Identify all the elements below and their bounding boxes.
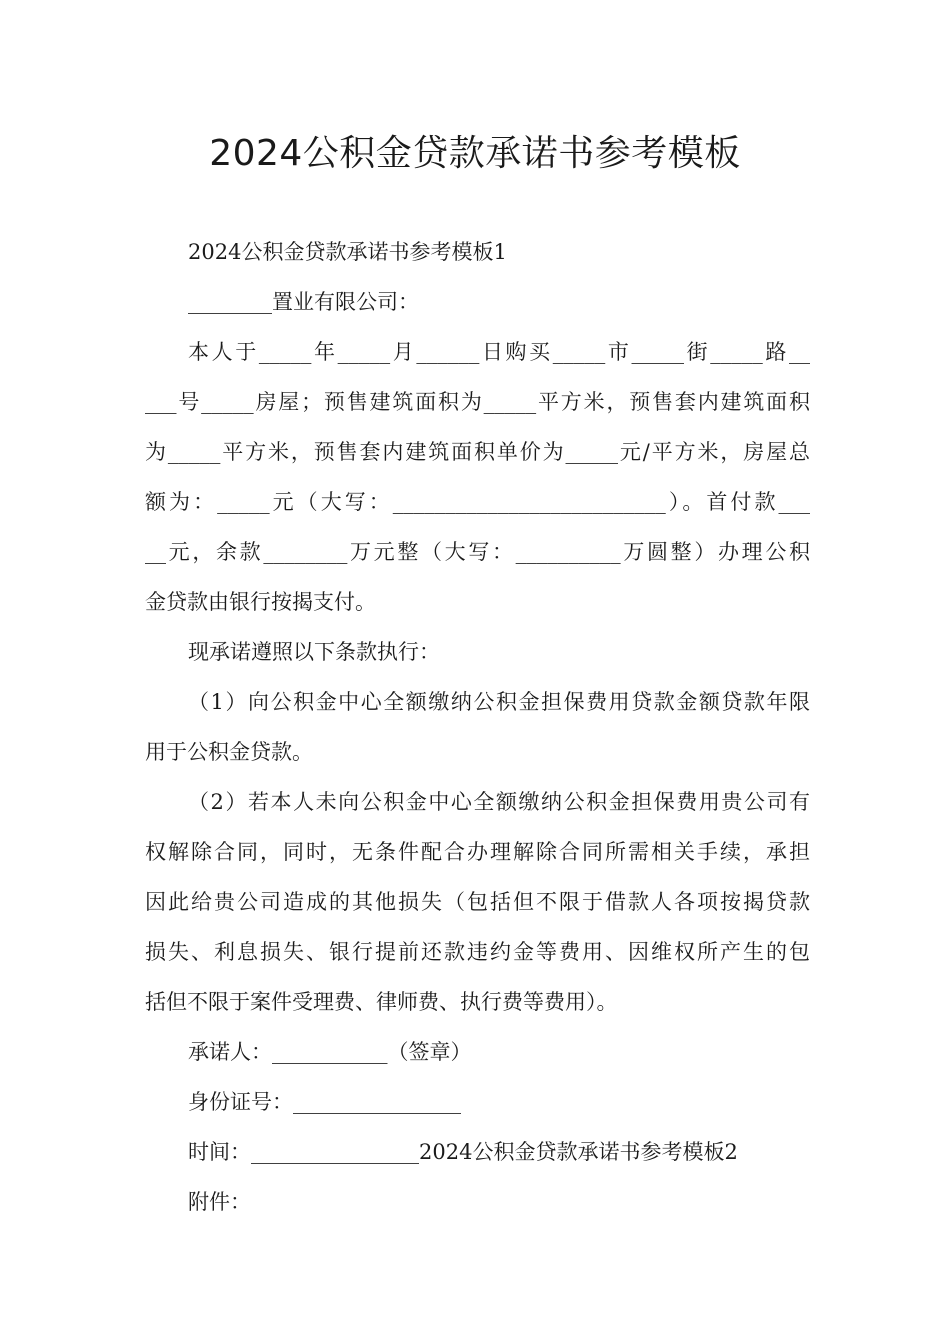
template-1-heading: 2024公积金贷款承诺书参考模板1 [188, 240, 507, 264]
clause-2-line-2: 权解除合同，同时，无条件配合办理解除合同所需相关手续，承担 [145, 840, 810, 864]
purchase-paragraph-line-2: ___号_____房屋；预售建筑面积为_____平方米，预售套内建筑面积 [145, 390, 810, 414]
clause-1-line-2: 用于公积金贷款。 [145, 740, 313, 764]
purchase-paragraph-line-5: __元，余款________万元整（大写：__________万圆整）办理公积 [145, 540, 810, 564]
promisor-signature-line: 承诺人：___________（签章） [188, 1040, 472, 1064]
addressee-line: ________置业有限公司： [188, 290, 419, 314]
time-line-and-template-2-heading: 时间：________________2024公积金贷款承诺书参考模板2 [188, 1140, 738, 1164]
id-number-line: 身份证号：________________ [188, 1090, 461, 1114]
document-title: 2024公积金贷款承诺书参考模板 [209, 133, 741, 174]
clause-2-line-3: 因此给贵公司造成的其他损失（包括但不限于借款人各项按揭贷款 [145, 890, 810, 914]
clause-2-line-1: （2）若本人未向公积金中心全额缴纳公积金担保费用贵公司有 [188, 790, 810, 814]
clause-2-line-5: 括但不限于案件受理费、律师费、执行费等费用）。 [145, 990, 618, 1014]
commitment-intro: 现承诺遵照以下条款执行： [188, 640, 440, 664]
clause-2-line-4: 损失、利息损失、银行提前还款违约金等费用、因维权所产生的包 [145, 940, 810, 964]
clause-1-line-1: （1）向公积金中心全额缴纳公积金担保费用贷款金额贷款年限 [188, 690, 810, 714]
attachment-label: 附件： [188, 1190, 251, 1214]
purchase-paragraph-line-1: 本人于_____年_____月______日购买_____市_____街_____路__ [188, 340, 810, 364]
purchase-paragraph-line-4: 额为：_____元（大写：__________________________）。首付款___ [145, 490, 810, 514]
purchase-paragraph-line-6: 金贷款由银行按揭支付。 [145, 590, 376, 614]
purchase-paragraph-line-3: 为_____平方米，预售套内建筑面积单价为_____元/平方米，房屋总 [145, 440, 810, 464]
